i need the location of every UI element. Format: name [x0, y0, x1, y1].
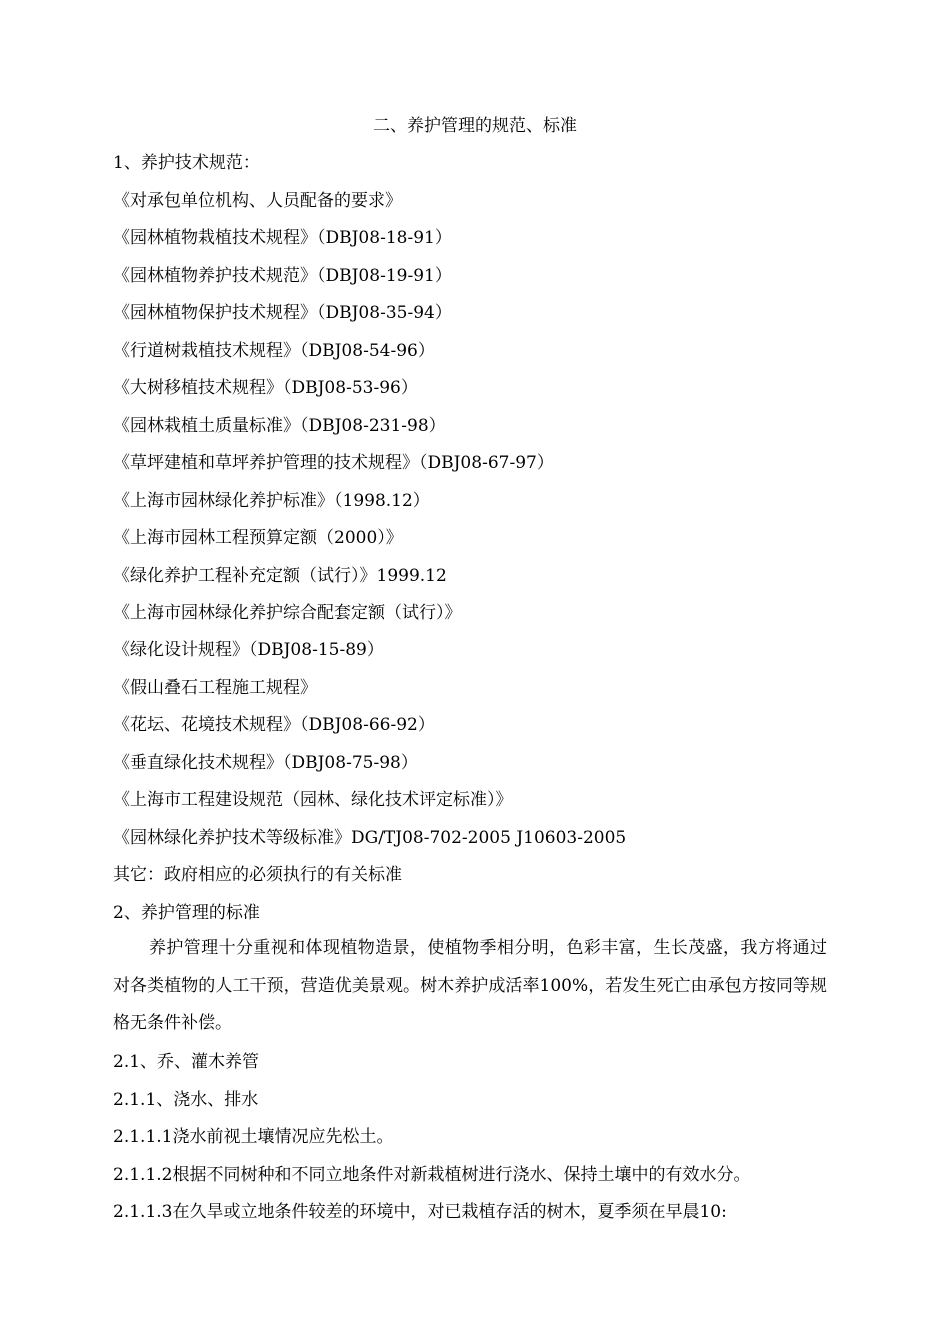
standard-item: 《花坛、花境技术规程》（DBJ08-66-92） — [113, 715, 435, 735]
standard-item: 《上海市工程建设规范（园林、绿化技术评定标准）》 — [113, 790, 513, 810]
standard-item: 《园林绿化养护技术等级标准》DG/TJ08-702-2005 J10603-2005 — [113, 828, 627, 848]
standard-item: 《园林植物保护技术规程》（DBJ08-35-94） — [113, 303, 452, 323]
standard-item: 《上海市园林工程预算定额（2000）》 — [113, 528, 403, 548]
standard-item: 《绿化养护工程补充定额（试行）》1999.12 — [113, 566, 447, 586]
item-2-1-1-2: 2.1.1.2根据不同树种和不同立地条件对新栽植树进行浇水、保持土壤中的有效水分。 — [113, 1165, 751, 1185]
standards-paragraph: 养护管理十分重视和体现植物造景，使植物季相分明，色彩丰富，生长茂盛，我方将通过对各类植物的人工干预，营造优美景观。树木养护成活率100%，若发生死亡由承包方按同等规格无条件补偿。 — [113, 938, 827, 1033]
section-heading-1: 1、养护技术规范： — [113, 153, 260, 173]
standard-item: 《园林植物栽植技术规程》（DBJ08-18-91） — [113, 228, 452, 248]
standard-item: 《行道树栽植技术规程》（DBJ08-54-96） — [113, 341, 435, 361]
standard-item: 《绿化设计规程》（DBJ08-15-89） — [113, 640, 384, 660]
standard-item: 《对承包单位机构、人员配备的要求》 — [113, 191, 402, 211]
standard-item: 《草坪建植和草坪养护管理的技术规程》（DBJ08-67-97） — [113, 453, 554, 473]
section-heading-2: 2、养护管理的标准 — [113, 903, 260, 923]
standard-item: 《假山叠石工程施工规程》 — [113, 678, 317, 698]
item-2-1-1-1: 2.1.1.1浇水前视土壤情况应先松土。 — [113, 1127, 394, 1147]
subsection-heading-2-1-1: 2.1.1、浇水、排水 — [113, 1090, 259, 1110]
item-2-1-1-3: 2.1.1.3在久旱或立地条件较差的环境中，对已栽植存活的树木，夏季须在早晨10: — [113, 1202, 727, 1222]
standard-item: 《垂直绿化技术规程》（DBJ08-75-98） — [113, 753, 418, 773]
subsection-heading-2-1: 2.1、乔、灌木养管 — [113, 1052, 260, 1072]
other-standards: 其它：政府相应的必须执行的有关标准 — [113, 865, 402, 885]
standard-item: 《大树移植技术规程》（DBJ08-53-96） — [113, 378, 418, 398]
standard-item: 《园林栽植土质量标准》（DBJ08-231-98） — [113, 416, 446, 436]
document-title: 二、养护管理的规范、标准 — [373, 116, 577, 136]
standard-item: 《园林植物养护技术规范》（DBJ08-19-91） — [113, 266, 452, 286]
standard-item: 《上海市园林绿化养护综合配套定额（试行）》 — [113, 603, 462, 623]
standard-item: 《上海市园林绿化养护标准》（1998.12） — [113, 491, 430, 511]
